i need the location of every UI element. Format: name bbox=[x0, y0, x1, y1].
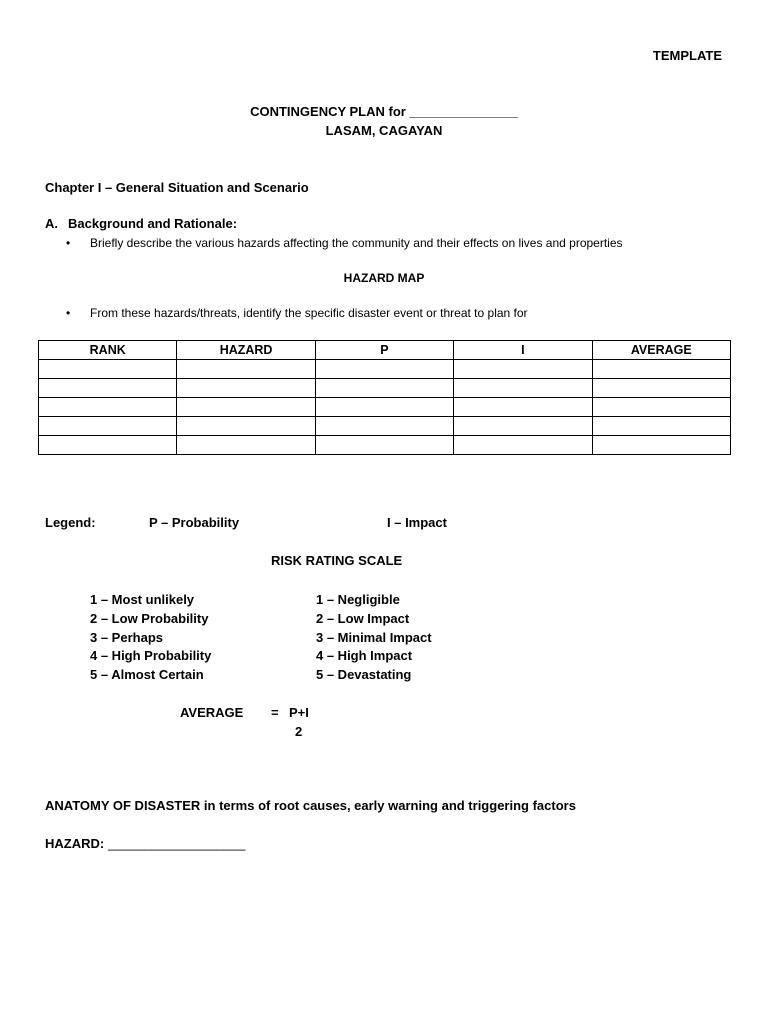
table-cell[interactable] bbox=[315, 436, 453, 455]
table-cell[interactable] bbox=[39, 398, 177, 417]
table-cell[interactable] bbox=[592, 436, 730, 455]
table-cell[interactable] bbox=[177, 379, 315, 398]
formula-label: AVERAGE bbox=[180, 705, 244, 720]
table-cell[interactable] bbox=[592, 360, 730, 379]
table-cell[interactable] bbox=[39, 417, 177, 436]
chapter-heading: Chapter I – General Situation and Scenario bbox=[45, 180, 309, 195]
col-hazard: HAZARD bbox=[177, 341, 315, 360]
table-cell[interactable] bbox=[39, 360, 177, 379]
anatomy-heading: ANATOMY OF DISASTER in terms of root causes, early warning and triggering factors bbox=[45, 798, 576, 813]
col-impact: I bbox=[454, 341, 592, 360]
bullet-icon: • bbox=[66, 236, 71, 250]
bullet-identify-threat: From these hazards/threats, identify the specific disaster event or threat to plan for bbox=[90, 306, 528, 320]
table-cell[interactable] bbox=[454, 436, 592, 455]
table-cell[interactable] bbox=[315, 417, 453, 436]
table-cell[interactable] bbox=[177, 436, 315, 455]
table-cell[interactable] bbox=[177, 398, 315, 417]
template-label: TEMPLATE bbox=[652, 48, 722, 63]
section-heading: Background and Rationale: bbox=[68, 216, 238, 231]
list-item: 2 – Low Probability bbox=[90, 610, 209, 626]
table-cell[interactable] bbox=[592, 398, 730, 417]
hazard-ranking-table bbox=[38, 340, 731, 455]
legend-probability: P – Probability bbox=[149, 515, 240, 530]
risk-scale-title: RISK RATING SCALE bbox=[271, 553, 403, 568]
list-item: 1 – Negligible bbox=[316, 592, 400, 607]
plan-location: LASAM, CAGAYAN bbox=[325, 123, 443, 138]
table-cell[interactable] bbox=[454, 398, 592, 417]
formula-equals: = bbox=[271, 705, 279, 720]
table-row bbox=[39, 379, 731, 398]
table-cell[interactable] bbox=[315, 360, 453, 379]
table-cell[interactable] bbox=[592, 379, 730, 398]
table-cell[interactable] bbox=[39, 436, 177, 455]
hazard-field-blank[interactable]: ___________________ bbox=[108, 836, 246, 851]
table-cell[interactable] bbox=[454, 417, 592, 436]
table-cell[interactable] bbox=[315, 398, 453, 417]
legend-impact: I – Impact bbox=[387, 515, 447, 530]
list-item: 5 – Almost Certain bbox=[90, 667, 204, 683]
hazard-map-label: HAZARD MAP bbox=[343, 271, 425, 285]
formula-denominator: 2 bbox=[295, 724, 303, 739]
section-marker: A. bbox=[45, 216, 58, 231]
col-average: AVERAGE bbox=[592, 341, 730, 360]
table-header-row bbox=[39, 341, 731, 360]
list-item: 2 – Low Impact bbox=[316, 610, 410, 626]
hazard-field-label: HAZARD: bbox=[45, 836, 105, 851]
table-row bbox=[39, 398, 731, 417]
formula-numerator: P+I bbox=[289, 705, 309, 720]
probability-scale-list bbox=[90, 591, 211, 685]
plan-title: CONTINGENCY PLAN for _______________ bbox=[250, 104, 518, 119]
list-item: 3 – Minimal Impact bbox=[316, 629, 432, 645]
list-item: 4 – High Probability bbox=[90, 648, 212, 664]
list-item: 3 – Perhaps bbox=[90, 629, 163, 645]
col-probability: P bbox=[315, 341, 453, 360]
legend-label: Legend: bbox=[45, 515, 96, 530]
table-cell[interactable] bbox=[592, 417, 730, 436]
list-item: 1 – Most unlikely bbox=[90, 592, 195, 607]
table-cell[interactable] bbox=[454, 360, 592, 379]
table-cell[interactable] bbox=[454, 379, 592, 398]
impact-scale-list bbox=[316, 591, 432, 685]
bullet-hazards-description: Briefly describe the various hazards affecting the community and their effects on lives and properties bbox=[90, 236, 623, 250]
bullet-icon: • bbox=[66, 306, 71, 320]
list-item: 4 – High Impact bbox=[316, 648, 413, 664]
table-cell[interactable] bbox=[39, 379, 177, 398]
table-cell[interactable] bbox=[315, 379, 453, 398]
table-row bbox=[39, 436, 731, 455]
table-row bbox=[39, 417, 731, 436]
table-cell[interactable] bbox=[177, 360, 315, 379]
list-item: 5 – Devastating bbox=[316, 667, 412, 683]
table-row bbox=[39, 360, 731, 379]
table-cell[interactable] bbox=[177, 417, 315, 436]
col-rank: RANK bbox=[39, 341, 177, 360]
